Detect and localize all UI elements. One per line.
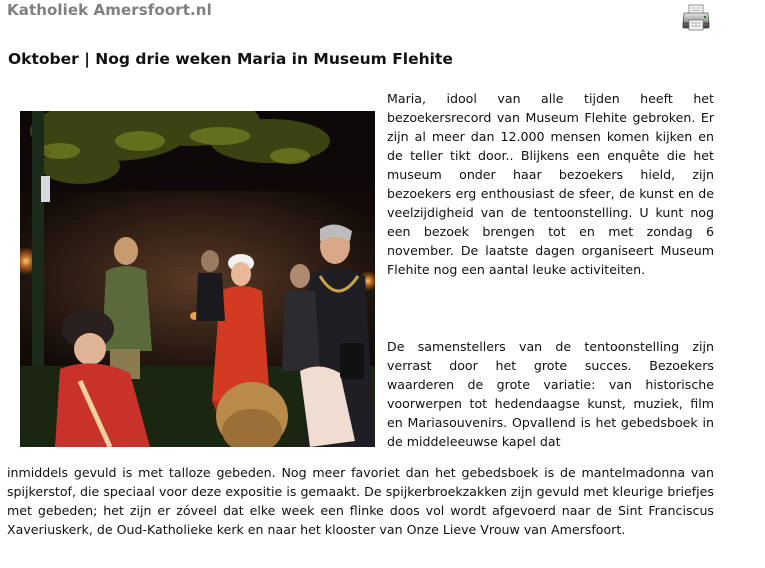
article-paragraph-1: Maria, idool van alle tijden heeft het bezoekersrecord van Museum Flehite gebroken. Er zijn al meer dan 12.000 mensen komen kijken en de teller tikt door.. Blijkens een enquête die het museum onder haar bezoekers hield, zijn bezoekers erg enthousiast de sfeer, de kunst en de veelzijdigheid van de tentoonstelling. U kunt nog een bezoek brengen tot en met zondag 6 november. De laatste dagen organiseert Museum Flehite nog een aantal leuke activiteiten. (387, 91, 714, 277)
article-paragraph-2: De samenstellers van de tentoonstelling zijn verrast door het grote succes. Bezoekers waarderen de grote variatie: van historische voorwerpen tot hedendaagse kunst, muziek, film en Mariasouvenirs. Opvallend is het gebedsboek in de middeleeuwse kapel dat (387, 339, 714, 449)
site-name[interactable]: Katholiek Amersfoort.nl (7, 1, 212, 19)
article-paragraph-2-continued: inmiddels gevuld is met talloze gebeden. Nog meer favoriet dan het gebedsboek is de mantelmadonna van spijkerstof, die speciaal voor deze expositie is gemaakt. De spijkerbroekzakken zijn gevuld met kleurige briefjes met gebeden; het zijn er zóveel dat elke week een flinke doos vol wordt afgevoerd naar de Sint Franciscus Xaveriuskerk, de Oud-Katholieke kerk en naar het klooster van Onze Lieve Vrouw van Amersfoort. (7, 465, 714, 537)
article-title: Oktober | Nog drie weken Maria in Museum Flehite (8, 50, 453, 68)
printer-icon (681, 4, 711, 32)
procession-photo (20, 111, 375, 447)
article-photo (20, 111, 375, 447)
print-button[interactable] (681, 4, 711, 32)
